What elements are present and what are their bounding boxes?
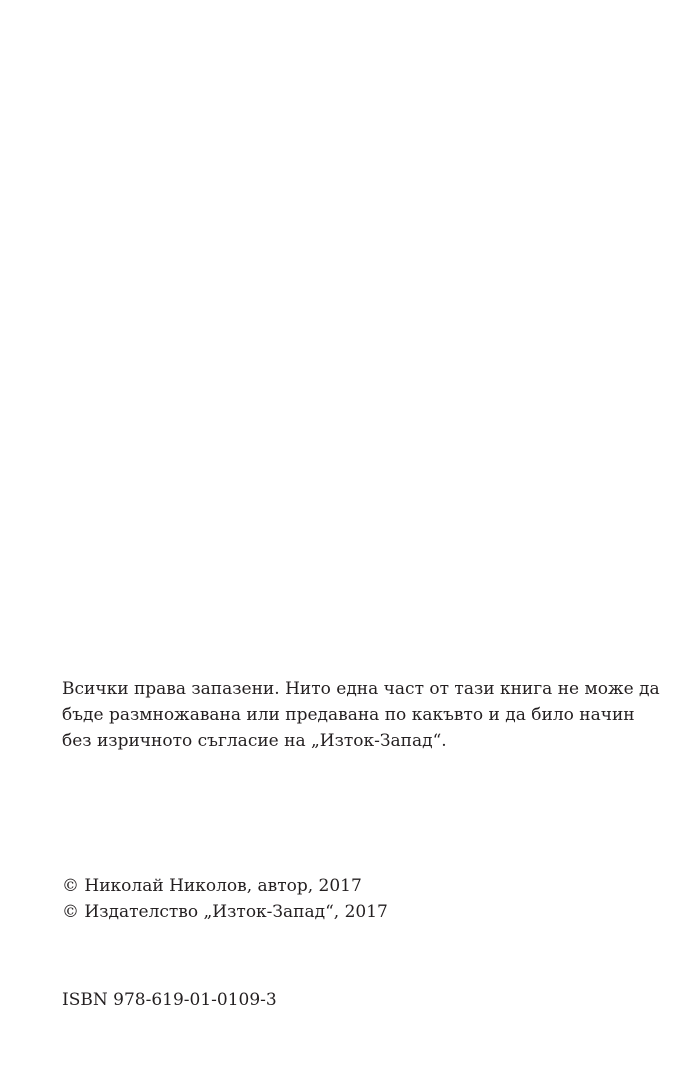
- rights-notice: [62, 676, 662, 754]
- isbn: ISBN 978-619-01-0109-3: [62, 990, 277, 1010]
- rights-notice-line-2: бъде размножавана или предавана по какъвто и да било начин: [62, 705, 635, 725]
- publisher-copyright: © Издателство „Изток-Запад“, 2017: [62, 902, 388, 922]
- rights-notice-line-1: Всички права запазени. Нито една част от тази книга не може да: [62, 679, 660, 699]
- rights-notice-line-3: без изричното съгласие на „Изток-Запад“.: [62, 731, 447, 751]
- author-copyright: © Николай Николов, автор, 2017: [62, 876, 362, 896]
- copyright-lines: [62, 873, 388, 925]
